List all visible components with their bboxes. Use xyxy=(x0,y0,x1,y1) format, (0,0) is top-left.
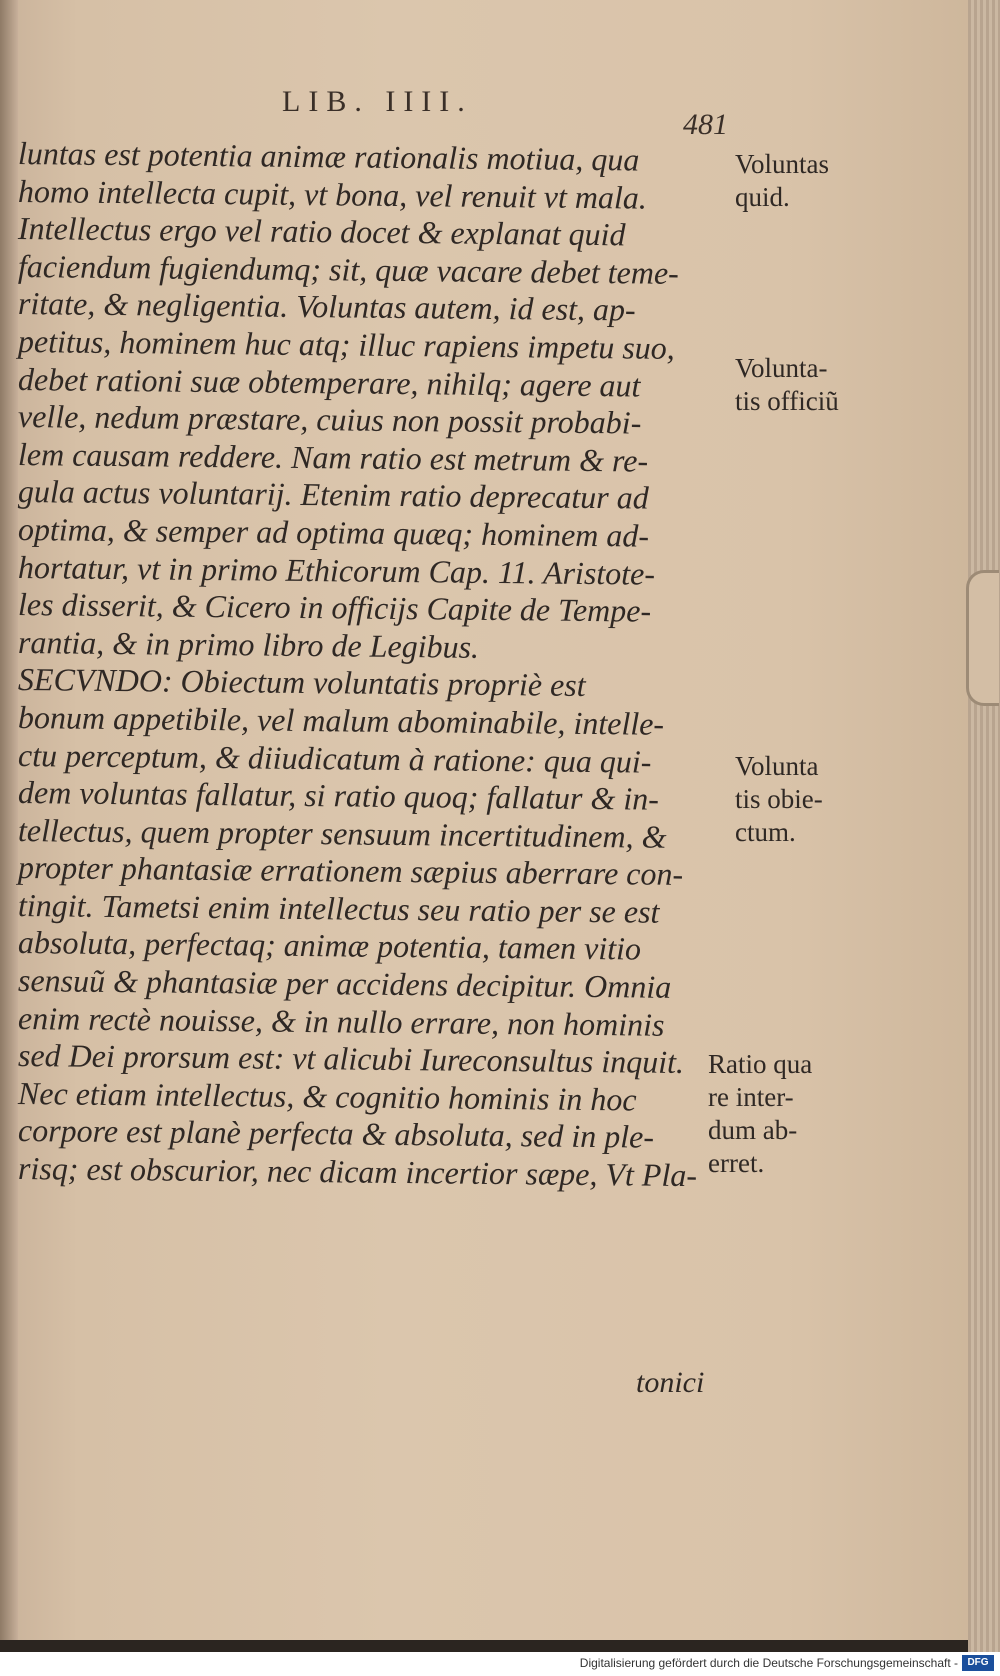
text-line: ritate, & negligentia. Voluntas autem, id est, ap- xyxy=(17,285,636,328)
text-line: gula actus voluntarij. Etenim ratio deprecatur ad xyxy=(17,473,649,516)
text-line: homo intellecta cupit, vt bona, vel renuit vt mala. xyxy=(17,172,648,216)
text-line: sed Dei prorsum est: vt alicubi Iureconsultus inquit. xyxy=(17,1037,685,1081)
text-line: risq; est obscurior, nec dicam incertior sæpe, Vt Pla- xyxy=(17,1150,698,1194)
page-number: 481 xyxy=(683,108,728,141)
text-line: SECVNDO: Obiectum voluntatis propriè est xyxy=(17,661,586,704)
digitization-footer xyxy=(0,1652,1000,1676)
margin-note-line: tis obie- xyxy=(735,784,823,814)
margin-note-line: Volunta- xyxy=(735,353,828,383)
text-line: absoluta, perfectaq; animæ potentia, tamen vitio xyxy=(17,924,642,967)
text-line: tellectus, quem propter sensuum incertitudinem, & xyxy=(17,811,667,855)
text-line: propter phantasiæ errationem sæpius aberrare con- xyxy=(17,849,684,893)
text-line: optima, & semper ad optima quæq; hominem ad- xyxy=(17,510,650,554)
text-line: faciendum fugiendumq; sit, quæ vacare debet teme- xyxy=(17,247,680,291)
margin-note-line: Volunta xyxy=(735,751,819,781)
text-line: tingit. Tametsi enim intellectus seu ratio per se est xyxy=(17,886,660,930)
text-line: Intellectus ergo vel ratio docet & explanat quid xyxy=(17,210,626,253)
dfg-logo: DFG xyxy=(962,1655,994,1671)
margin-note-line: Voluntas xyxy=(735,149,830,179)
text-line: lem causam reddere. Nam ratio est metrum & re- xyxy=(17,435,649,479)
margin-note-ratio-erret xyxy=(708,1048,812,1180)
margin-note-line: Ratio qua xyxy=(708,1049,813,1079)
text-line: rantia, & in primo libro de Legibus. xyxy=(17,623,480,665)
text-line: velle, nedum præstare, cuius non possit probabi- xyxy=(17,398,642,441)
text-line: debet rationi suæ obtemperare, nihilq; agere aut xyxy=(17,360,641,404)
running-head: LIB. IIII. xyxy=(282,85,473,118)
text-line: ctu perceptum, & diiudicatum à ratione: qua qui- xyxy=(17,736,652,780)
book-clasp xyxy=(966,570,999,706)
text-line: petitus, hominem huc atq; illuc rapiens impetu suo, xyxy=(17,322,675,366)
margin-note-voluntas-quid xyxy=(735,148,829,214)
text-line: luntas est potentia animæ rationalis motiua, qua xyxy=(17,135,640,178)
margin-note-line: re inter- xyxy=(708,1082,794,1112)
margin-note-line: quid. xyxy=(735,182,790,212)
main-text-block xyxy=(17,135,738,1194)
text-line: sensuũ & phantasiæ per accidens decipitur. Omnia xyxy=(17,962,672,1005)
margin-note-line: erret. xyxy=(708,1148,765,1178)
catchword: tonici xyxy=(636,1366,705,1399)
margin-note-voluntatis-obiectum xyxy=(735,750,823,849)
margin-note-line: tis officiũ xyxy=(735,386,839,416)
text-line: bonum appetibile, vel malum abominabile, intelle- xyxy=(17,698,665,742)
margin-note-voluntatis-officium xyxy=(735,352,839,418)
text-line: corpore est planè perfecta & absoluta, sed in ple- xyxy=(17,1112,655,1156)
page-stack-edge xyxy=(968,0,1000,1652)
footer-credit: Digitalisierung gefördert durch die Deutsche Forschungsgemeinschaft - xyxy=(579,1656,958,1670)
text-line: enim rectè nouisse, & in nullo errare, non hominis xyxy=(17,999,665,1043)
margin-note-line: dum ab- xyxy=(708,1115,798,1145)
text-line: hortatur, vt in primo Ethicorum Cap. 11. Aristote- xyxy=(17,548,656,592)
margin-note-line: ctum. xyxy=(735,817,796,847)
text-line: Nec etiam intellectus, & cognitio hominis in hoc xyxy=(17,1074,637,1118)
text-line: dem voluntas fallatur, si ratio quoq; fallatur & in- xyxy=(17,774,660,817)
text-line: les disserit, & Cicero in officijs Capite de Tempe- xyxy=(17,586,652,629)
page-gutter xyxy=(0,0,18,1640)
